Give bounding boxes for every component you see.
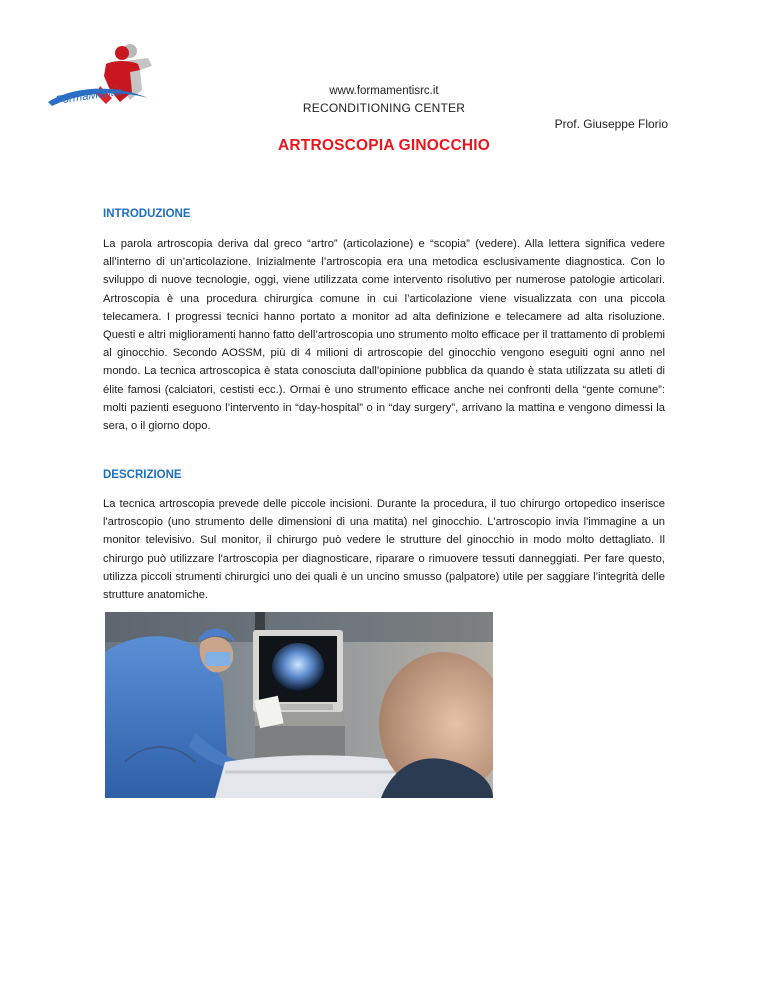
section-text-introduzione: La parola artroscopia deriva dal greco “artro” (articolazione) e “scopia” (vedere). Alla lettera significa vedere all’interno di un’articolazione. Inizialmente l’artroscopia era una metodica esclusivamente diagnostica. Con lo sviluppo di nuove tecnologie, oggi, viene utilizzata come intervento risolutivo per numerose patologie articolari. Artroscopia è una procedura chirurgica comune in cui l’articolazione viene visualizzata con una piccola telecamera. I progressi tecnici hanno portato a monitor ad alta definizione e telecamere ad alta risoluzione. Questi e altri miglioramenti hanno fatto dell’artroscopia uno strumento molto efficace per il trattamento di problemi al ginocchio. Secondo AOSSM, più di 4 milioni di artroscopie del ginocchio vengono eseguiti ogni anno nel mondo. La tecnica artroscopica è stata conosciuta dall’opinione pubblica da quando è stata utilizzata su atleti di élite famosi (calciatori, cestisti ecc.). Ormai è uno strumento efficace anche nei confronti della “gente comune”: molti pazienti eseguono l’intervento in “day-hospital” o in “day surgery”, arrivano la mattina e vengono dimessi la sera, o il giorno dopo. <box>103 238 665 433</box>
logo-text: FormaMentis <box>54 85 123 107</box>
section-heading-descrizione: DESCRIZIONE <box>103 469 182 481</box>
site-url: www.formamentisrc.it <box>329 85 439 97</box>
section-heading-introduzione: INTRODUZIONE <box>103 208 191 220</box>
center-name: RECONDITIONING CENTER <box>302 101 466 115</box>
section-text-descrizione: La tecnica artroscopia prevede delle piccole incisioni. Durante la procedura, il tuo chirurgo ortopedico inserisce l'artroscopio (uno strumento delle dimensioni di una matita) nel ginocchio. L'artroscopio invia l'immagine a un monitor televisivo. Sul monitor, il chirurgo può vedere le strutture del ginocchio in modo molto dettagliato. Il chirurgo può utilizzare l'artroscopia per diagnosticare, riparare o rimuovere tessuti danneggiati. Per fare questo, utilizza piccoli strumenti chirurgici uno dei quali è un uncino smusso (palpatore) utile per saggiare l’integrità delle strutture anatomiche. <box>103 498 665 602</box>
arthroscopy-photo <box>105 612 493 798</box>
author-name: Prof. Giuseppe Florio <box>554 117 668 131</box>
page-title: ARTROSCOPIA GINOCCHIO <box>277 137 491 154</box>
